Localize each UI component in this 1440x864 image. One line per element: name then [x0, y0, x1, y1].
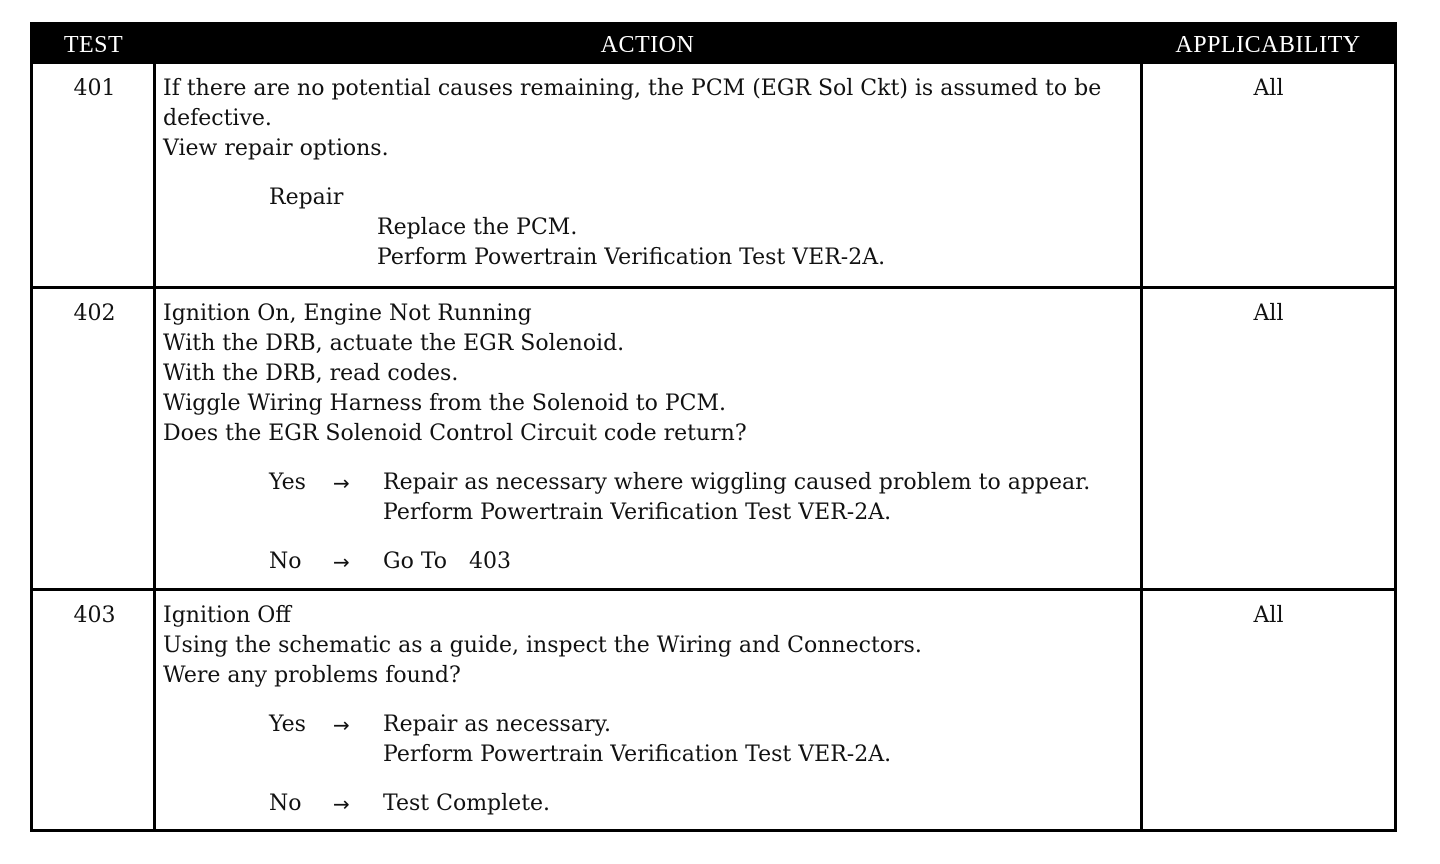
- repair-step: Perform Powertrain Verification Test VER-2A.: [377, 245, 886, 270]
- no-label: No: [269, 549, 302, 574]
- yes-action: Repair as necessary.: [383, 712, 611, 737]
- action-cell: [163, 289, 1138, 577]
- header-applicability: APPLICABILITY: [1175, 32, 1361, 58]
- table-row-403: [33, 591, 1394, 829]
- action-line: With the DRB, read codes.: [163, 361, 459, 386]
- test-number: 403: [73, 603, 116, 628]
- yes-branch: [163, 710, 1138, 740]
- action-line: Wiggle Wiring Harness from the Solenoid to PCM.: [163, 391, 727, 416]
- no-label: No: [269, 791, 302, 816]
- yes-label: Yes: [269, 712, 306, 737]
- arrow-right-icon: →: [333, 471, 350, 495]
- yes-action: Repair as necessary where wiggling caused problem to appear.: [383, 470, 1091, 495]
- test-number: 401: [73, 76, 116, 101]
- action-line: Using the schematic as a guide, inspect the Wiring and Connectors.: [163, 633, 922, 658]
- repair-step: Replace the PCM.: [377, 215, 578, 240]
- table-row-402: [33, 289, 1394, 588]
- header-test: TEST: [63, 32, 124, 58]
- arrow-right-icon: →: [333, 550, 350, 574]
- table-row-401: [33, 64, 1394, 286]
- repair-label: Repair: [269, 185, 344, 210]
- no-branch: [163, 789, 1138, 819]
- action-line: Ignition Off: [163, 603, 291, 628]
- no-action: [383, 547, 511, 577]
- action-line: Ignition On, Engine Not Running: [163, 301, 532, 326]
- yes-branch: [163, 468, 1138, 498]
- action-line: If there are no potential causes remaining, the PCM (EGR Sol Ckt) is assumed to be: [163, 76, 1102, 101]
- goto-target[interactable]: 403: [469, 549, 512, 574]
- applicability-value: All: [1253, 301, 1284, 326]
- yes-action-continued: Perform Powertrain Verification Test VER-2A.: [383, 742, 892, 767]
- action-cell: [163, 591, 1138, 819]
- applicability-value: All: [1253, 603, 1284, 628]
- yes-action-continued: Perform Powertrain Verification Test VER-2A.: [383, 500, 892, 525]
- table-header: [33, 25, 1394, 64]
- action-cell: [163, 64, 1138, 273]
- applicability-value: All: [1253, 76, 1284, 101]
- yes-label: Yes: [269, 470, 306, 495]
- header-action: ACTION: [600, 32, 695, 58]
- action-line: Were any problems found?: [163, 663, 461, 688]
- goto-text: Go To: [383, 549, 448, 574]
- action-line: View repair options.: [163, 136, 389, 161]
- action-line: defective.: [163, 106, 272, 131]
- no-branch: [163, 547, 1138, 577]
- test-procedure-table: [30, 22, 1397, 832]
- action-line: With the DRB, actuate the EGR Solenoid.: [163, 331, 625, 356]
- arrow-right-icon: →: [333, 792, 350, 816]
- no-action: Test Complete.: [383, 791, 551, 816]
- test-number: 402: [73, 301, 116, 326]
- arrow-right-icon: →: [333, 713, 350, 737]
- action-line: Does the EGR Solenoid Control Circuit code return?: [163, 421, 747, 446]
